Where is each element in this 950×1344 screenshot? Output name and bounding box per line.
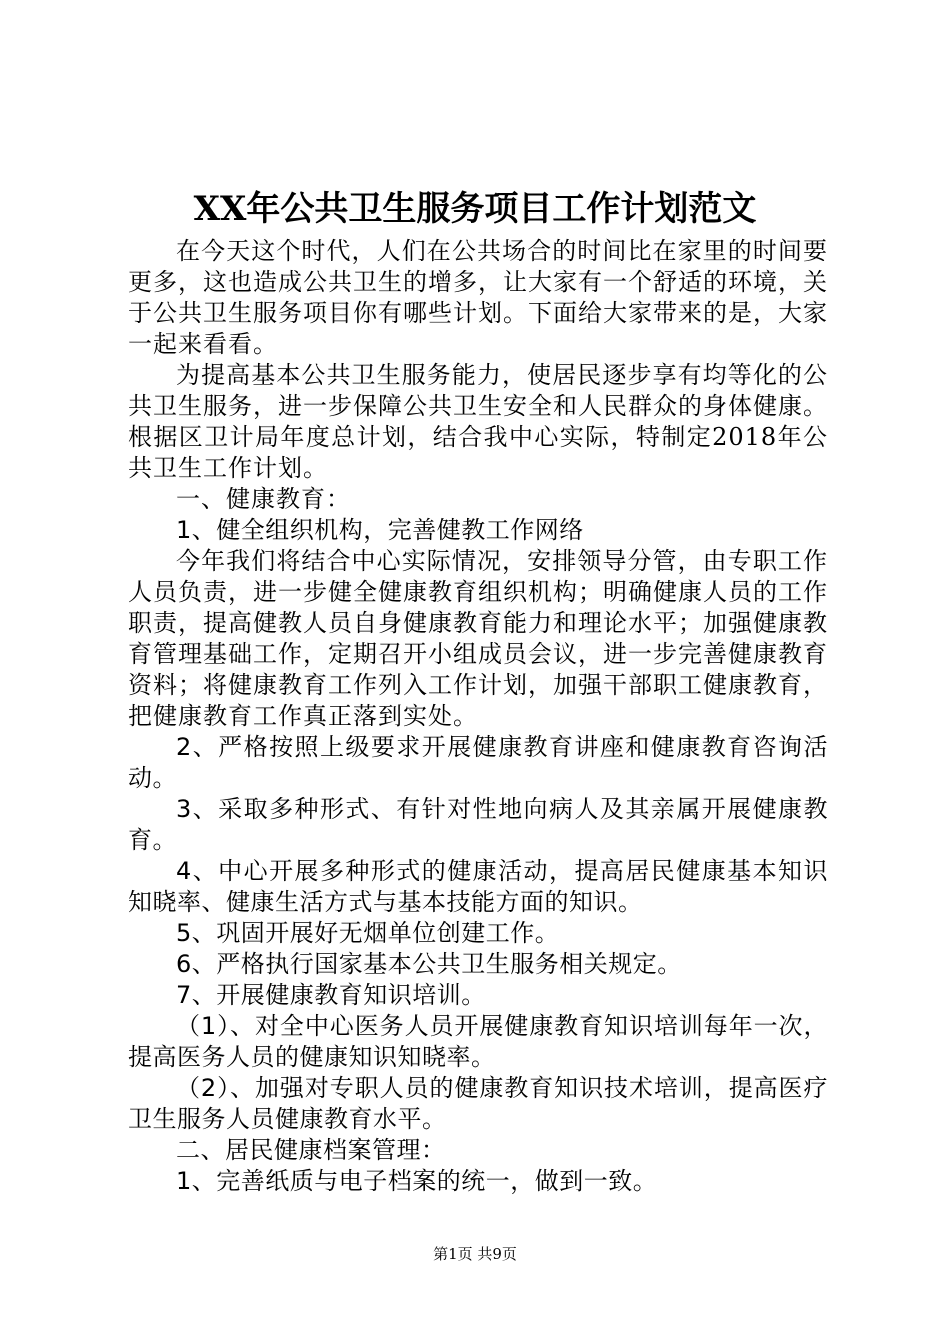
item-2-lectures: 2、严格按照上级要求开展健康教育讲座和健康教育咨询活动。 — [128, 733, 828, 792]
item-1-records-unify: 1、完善纸质与电子档案的统一，做到一致。 — [176, 1167, 658, 1195]
subitem-2-technical-training: （2）、加强对专职人员的健康教育知识技术培训，提高医疗卫生服务人员健康教育水平。 — [128, 1074, 828, 1133]
paragraph-purpose: 为提高基本公共卫生服务能力，使居民逐步享有均等化的公共卫生服务，进一步保障公共卫生安全和人民群众的身体健康。根据区卫计局年度总计划，结合我中心实际，特制定2018年公共卫生工作计划。 — [128, 361, 828, 482]
document-body — [128, 236, 828, 1197]
item-5-smoke-free: 5、巩固开展好无烟单位创建工作。 — [176, 919, 560, 947]
section-heading-health-records: 二、居民健康档案管理： — [176, 1136, 446, 1164]
document-title: XX年公共卫生服务项目工作计划范文 — [193, 189, 757, 229]
section-heading-health-education: 一、健康教育： — [176, 485, 351, 513]
item-7-training: 7、开展健康教育知识培训。 — [176, 981, 486, 1009]
page-number-footer: 第1页 共9页 — [433, 1245, 517, 1263]
paragraph-organization-detail: 今年我们将结合中心实际情况，安排领导分管，由专职工作人员负责，进一步健全健康教育组织机构；明确健康人员的工作职责，提高健教人员自身健康教育能力和理论水平；加强健康教育管理基础工作，定期召开小组成员会议，进一步完善健康教育资料；将健康教育工作列入工作计划，加强干部职工健康教育，把健康教育工作真正落到实处。 — [128, 547, 828, 730]
paragraph-intro: 在今天这个时代，人们在公共场合的时间比在家里的时间要更多，这也造成公共卫生的增多，让大家有一个舒适的环境，关于公共卫生服务项目你有哪些计划。下面给大家带来的是，大家一起来看看。 — [128, 237, 828, 358]
item-3-forms: 3、采取多种形式、有针对性地向病人及其亲属开展健康教育。 — [128, 795, 828, 854]
item-4-activities: 4、中心开展多种形式的健康活动，提高居民健康基本知识知晓率、健康生活方式与基本技能方面的知识。 — [128, 857, 828, 916]
item-1-organization: 1、健全组织机构，完善健教工作网络 — [176, 516, 584, 544]
subitem-1-staff-training: （1）、对全中心医务人员开展健康教育知识培训每年一次，提高医务人员的健康知识知晓率。 — [128, 1012, 828, 1071]
item-6-regulations: 6、严格执行国家基本公共卫生服务相关规定。 — [176, 950, 682, 978]
